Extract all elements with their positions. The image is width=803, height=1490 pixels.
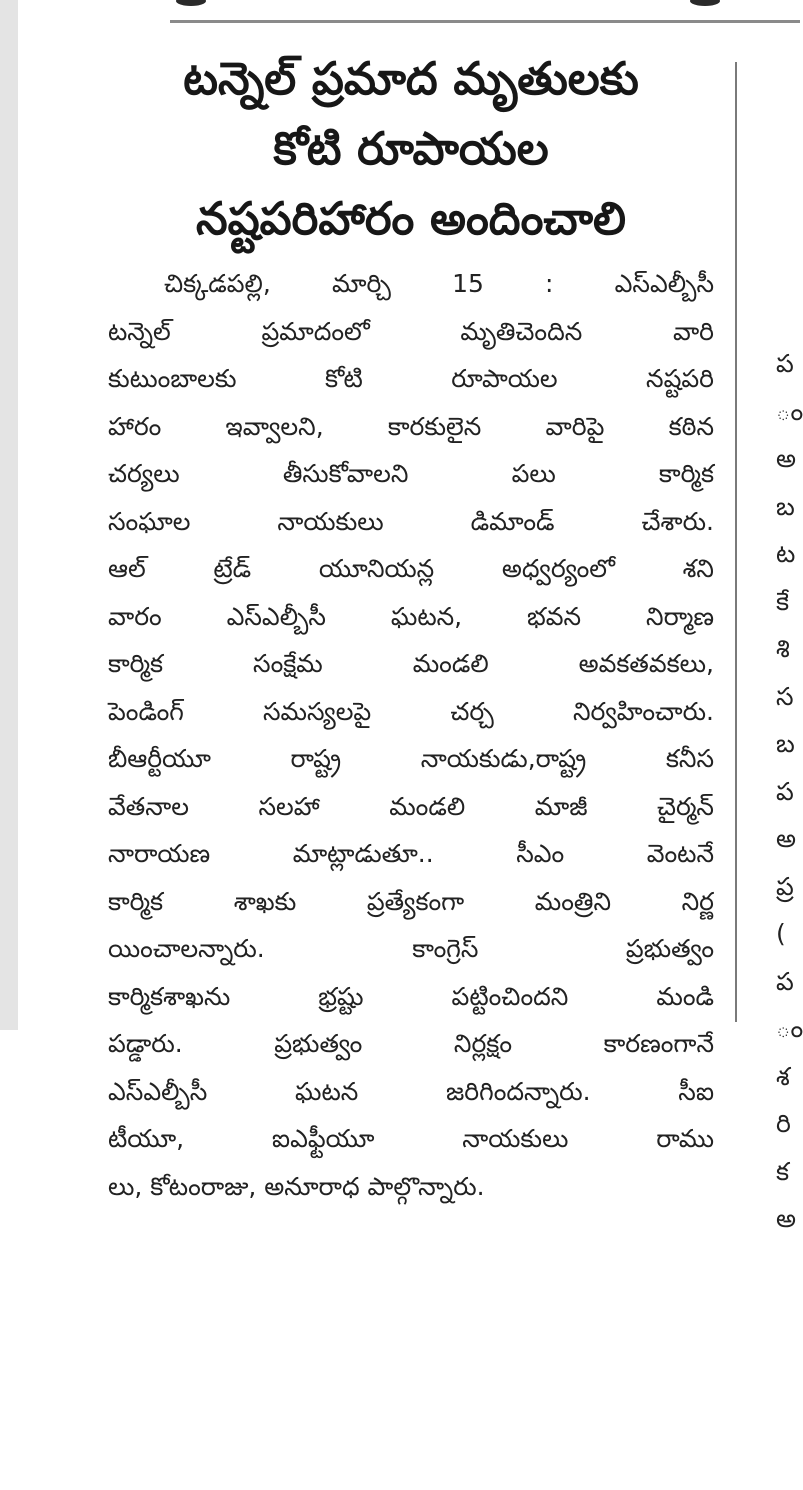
adjacent-line-fragment: ప bbox=[776, 349, 794, 378]
adjacent-line-fragment: శి bbox=[776, 634, 790, 663]
adjacent-line-fragment: ( bbox=[776, 919, 786, 948]
adjacent-line-fragment: ప bbox=[776, 966, 794, 996]
body-line: కార్మిక శాఖకు ప్రత్యేకంగా మంత్రిని నిర్ణ bbox=[108, 886, 714, 916]
article-headline bbox=[108, 44, 714, 254]
adjacent-line-fragment: ట bbox=[776, 539, 796, 568]
adjacent-line-fragment: ం bbox=[776, 396, 803, 426]
body-line: సంఘాల నాయకులు డిమాండ్ చేశారు. bbox=[108, 506, 714, 536]
body-line: టన్నెల్ ప్రమాదంలో మృతిచెందిన వారి bbox=[108, 316, 714, 346]
news-article bbox=[108, 44, 714, 1210]
adjacent-line-fragment: బ bbox=[776, 729, 795, 758]
adjacent-line-fragment: శ bbox=[776, 1061, 790, 1091]
body-line: ఆల్ ట్రేడ్ యూనియన్ల అధ్వర్యంలో శని bbox=[108, 554, 714, 583]
body-line: చర్యలు తీసుకోవాలని పలు కార్మిక bbox=[108, 459, 714, 488]
top-rule bbox=[170, 20, 800, 23]
article-body bbox=[108, 260, 714, 1210]
body-line: కార్మిక సంక్షేమ మండలి అవకతవకలు, bbox=[108, 649, 714, 678]
adjacent-line-fragment: రి bbox=[776, 1109, 791, 1138]
adjacent-line-fragment: క bbox=[776, 1156, 790, 1186]
headline-line: నష్టపరిహారం అందించాలి bbox=[195, 192, 627, 245]
adjacent-line-fragment: అ bbox=[776, 824, 797, 853]
body-line: యించాలన్నారు. కాంగ్రెస్ ప్రభుత్వం bbox=[108, 934, 714, 963]
body-line: చిక్కడపల్లి, మార్చి 15 : ఎస్ఎల్బీసీ bbox=[164, 269, 714, 298]
body-line: కార్మికశాఖను భ్రష్టు పట్టించిందని మండి bbox=[108, 981, 714, 1011]
body-line: బీఆర్టీయూ రాష్ట్ర నాయకుడు,రాష్ట్ర కనీస bbox=[108, 744, 714, 773]
headline-line: టన్నెల్ ప్రమాద మృతులకు bbox=[183, 52, 639, 105]
body-line: ఎస్ఎల్బీసీ ఘటన జరిగిందన్నారు. సీఐ bbox=[108, 1076, 714, 1106]
adjacent-line-fragment: స bbox=[776, 681, 794, 711]
body-line: వారం ఎస్ఎల్బీసీ ఘటన, భవన నిర్మాణ bbox=[108, 601, 714, 631]
headline-line: కోటి రూపాయల bbox=[273, 122, 549, 175]
adjacent-column-fragments bbox=[776, 340, 803, 1243]
adjacent-line-fragment: అ bbox=[776, 1204, 797, 1233]
body-line: టీయూ, ఐఎఫ్టీయూ నాయకులు రాము bbox=[108, 1124, 714, 1153]
body-line: హారం ఇవ్వాలని, కారకులైన వారిపై కఠిన bbox=[108, 411, 714, 441]
page-margin-strip bbox=[0, 0, 18, 1030]
adjacent-line-fragment: బ bbox=[776, 491, 795, 521]
clipped-text-fragment bbox=[690, 0, 720, 6]
body-line: పెండింగ్ సమస్యలపై చర్చ నిర్వహించారు. bbox=[108, 696, 714, 726]
column-divider bbox=[735, 62, 737, 1022]
adjacent-line-fragment: అ bbox=[776, 444, 797, 473]
adjacent-line-fragment: ప్ర bbox=[776, 871, 794, 901]
body-line: వేతనాల సలహా మండలి మాజీ చైర్మన్ bbox=[108, 791, 714, 821]
adjacent-line-fragment: కే bbox=[776, 586, 790, 616]
body-line: లు, కోటంరాజు, అనూరాధ పాల్గొన్నారు. bbox=[108, 1171, 485, 1201]
body-line: పడ్డారు. ప్రభుత్వం నిర్లక్షం కారణంగానే bbox=[108, 1029, 714, 1058]
adjacent-line-fragment: ప bbox=[776, 776, 794, 806]
body-line: నారాయణ మాట్లాడుతూ.. సీఎం వెంటనే bbox=[108, 839, 714, 868]
clipped-text-fragment bbox=[176, 0, 206, 6]
body-line: కుటుంబాలకు కోటి రూపాయల నష్టపరి bbox=[108, 364, 714, 393]
adjacent-line-fragment: ం bbox=[776, 1014, 803, 1043]
